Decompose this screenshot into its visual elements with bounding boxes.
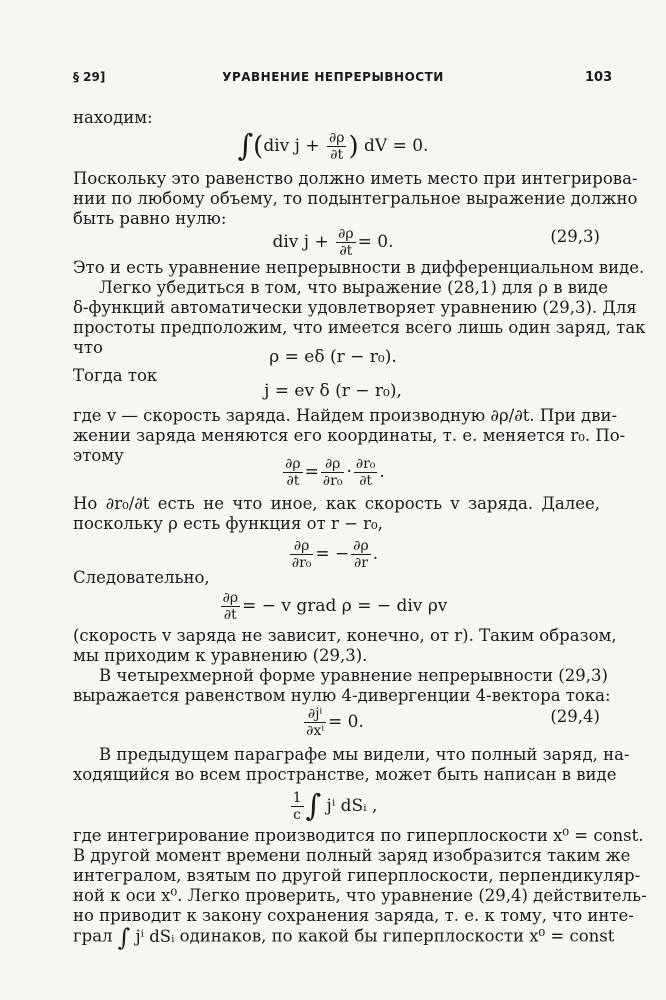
fraction	[351, 538, 370, 571]
text-line: Тогда ток	[73, 366, 158, 385]
text-fragment: x⁰ = const	[529, 926, 615, 946]
eq-sign: =	[304, 462, 319, 482]
frac-den: ∂t	[223, 607, 237, 623]
text-line: интегралом, взятым по другой гиперплоскости, перпендикуляр-	[73, 866, 641, 885]
text-line: жении заряда меняются его координаты, т. е. меняется r₀. По-	[73, 426, 626, 445]
text-line: Но ∂r₀/∂t есть не что иное, как скорость v заряда. Далее,	[73, 494, 600, 513]
text-line: поскольку ρ есть функция от r − r₀,	[73, 514, 383, 533]
eq7-tail: = − v grad ρ = − div ρv	[242, 596, 448, 616]
equation-number: (29,4)	[550, 707, 600, 726]
text-line: В предыдущем параграфе мы видели, что полный заряд, на-	[99, 745, 630, 764]
text-line: ходящийся во всем пространстве, может быть написан в виде	[73, 765, 617, 784]
inline-integral	[117, 923, 175, 951]
frac-num: ∂ρ	[328, 130, 345, 146]
equation-rho: ρ = eδ (r − r₀).	[269, 347, 397, 367]
text-line: но приводит к закону сохранения заряда, т. е. к тому, что инте-	[73, 906, 634, 925]
text-line: Легко убедиться в том, что выражение (28,1) для ρ в виде	[99, 278, 608, 297]
text-line: δ-функций автоматически удовлетворяет уравнению (29,3). Для	[73, 298, 637, 317]
text-line: находим:	[73, 108, 153, 127]
text-fragment: одинаков, по какой бы гиперплоскости	[179, 926, 524, 946]
dot-sign: ·	[346, 462, 352, 482]
frac-den: ∂r	[354, 555, 368, 571]
period: .	[372, 544, 379, 564]
text-line: где интегрирование производится по гиперплоскости x⁰ = const.	[73, 826, 644, 845]
equation-total-charge	[0, 790, 666, 823]
frac-num: ∂ρ	[321, 456, 345, 473]
text-line: этому	[73, 446, 124, 465]
text-fragment: грал	[73, 926, 113, 946]
integral-sign: ∫	[237, 128, 254, 164]
frac-num: ∂jⁱ	[304, 706, 326, 723]
text-line: что	[73, 338, 103, 357]
frac-den: ∂r₀	[322, 473, 343, 489]
equation-drho-dt	[0, 456, 666, 489]
fraction	[336, 226, 355, 259]
frac-den: ∂r₀	[291, 555, 312, 571]
fraction	[321, 456, 345, 489]
frac-num: ∂ρ	[290, 538, 314, 555]
frac-num: ∂r₀	[355, 456, 376, 472]
frac-den: ∂t	[339, 243, 353, 259]
eq2-tail: = 0.	[357, 232, 394, 252]
equation-continuity	[0, 590, 666, 623]
period: .	[379, 462, 385, 482]
text-line: где v — скорость заряда. Найдем производную ∂ρ/∂t. При дви-	[73, 406, 618, 425]
frac-den: c	[293, 807, 301, 823]
text-line: Поскольку это равенство должно иметь место при интегрирова-	[73, 169, 638, 188]
frac-num: ∂ρ	[285, 456, 301, 472]
equation-1	[0, 130, 666, 163]
text-line: быть равно нулю:	[73, 209, 227, 228]
eq9-tail: jⁱ dSᵢ ,	[326, 796, 378, 816]
text-line: (скорость v заряда не зависит, конечно, от r). Таким образом,	[73, 626, 617, 645]
text-line: ной к оси x⁰. Легко проверить, что уравнение (29,4) действитель-	[73, 886, 647, 905]
fraction	[283, 456, 302, 489]
fraction	[327, 130, 346, 163]
eq8-tail: = 0.	[328, 712, 364, 732]
text-line: Следовательно,	[73, 568, 210, 587]
equation-current: j = ev δ (r − r₀),	[264, 381, 402, 401]
fraction	[304, 706, 326, 739]
text-line: В четырехмерной форме уравнение непрерывности (29,3)	[99, 666, 608, 685]
frac-num: ∂ρ	[222, 590, 239, 606]
text-line-last	[73, 923, 615, 951]
frac-num: ∂ρ	[353, 538, 369, 554]
running-title: УРАВНЕНИЕ НЕПРЕРЫВНОСТИ	[222, 70, 444, 84]
section-marker: § 29]	[73, 70, 106, 84]
text-line: нии по любому объему, то подынтегральное выражение должно	[73, 189, 638, 208]
text-line: Это и есть уравнение непрерывности в дифференциальном виде.	[73, 258, 645, 277]
frac-den: ∂t	[359, 473, 373, 489]
eq1-div: div j +	[263, 136, 320, 156]
eq-minus-sign: = −	[315, 544, 350, 564]
eq2-div: div j +	[272, 232, 329, 252]
fraction	[290, 538, 314, 571]
frac-den: ∂t	[330, 147, 344, 163]
equation-number: (29,3)	[550, 227, 600, 246]
integral-sign: ∫	[305, 788, 322, 824]
frac-den: ∂xⁱ	[306, 723, 325, 739]
frac-num: ∂ρ	[338, 226, 354, 242]
text-line: выражается равенством нулю 4-дивергенции 4-вектора тока:	[73, 686, 611, 705]
text-line: В другой момент времени полный заряд изобразится таким же	[73, 846, 631, 865]
frac-num: 1	[292, 790, 302, 806]
fraction	[291, 790, 304, 823]
inline-integral-body: jⁱ dSᵢ	[135, 926, 175, 946]
text-line: простоты предположим, что имеется всего лишь один заряд, так	[73, 318, 646, 337]
frac-den: ∂t	[286, 473, 300, 489]
eq1-dv: dV = 0.	[364, 136, 429, 156]
text-line: мы приходим к уравнению (29,3).	[73, 646, 368, 665]
fraction	[221, 590, 240, 623]
fraction	[354, 456, 378, 489]
right-paren: )	[348, 131, 359, 162]
left-paren: (	[253, 131, 264, 162]
integral-sign: ∫	[117, 923, 131, 951]
equation-drho-dr0	[0, 538, 666, 571]
page-number: 103	[585, 70, 613, 85]
